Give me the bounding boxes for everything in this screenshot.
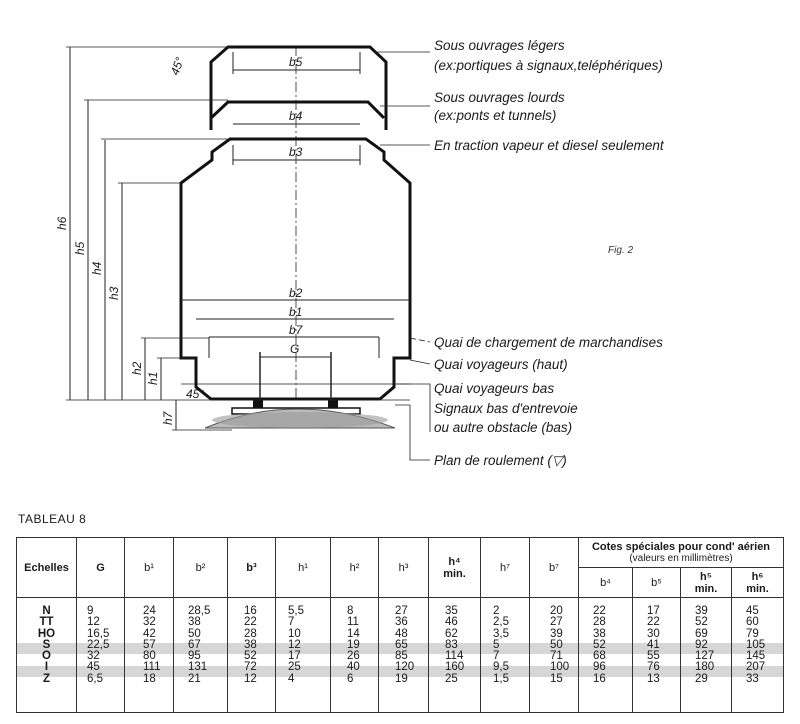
col-h3	[379, 598, 429, 713]
cell-b2-1: 38	[188, 616, 201, 629]
cell-h5-2: 69	[695, 627, 708, 640]
cell-h5-6: 29	[695, 672, 708, 685]
cell-echelles-5: I	[44, 661, 49, 674]
cell-h4-5: 160	[445, 661, 465, 674]
cell-h4-3: 83	[445, 638, 458, 651]
cell-h6-3: 105	[746, 638, 766, 651]
cell-h5-4: 127	[695, 650, 715, 663]
dim-h5: h5	[73, 241, 87, 255]
cell-b2-0: 28,5	[188, 605, 211, 617]
header-special	[579, 538, 784, 568]
label-heavy-examples: (ex:ponts et tunnels)	[434, 108, 557, 123]
cell-b4-4: 68	[593, 650, 606, 663]
cell-b7-1: 27	[550, 616, 563, 629]
dim-G: G	[290, 342, 300, 356]
label-low-signals: Signaux bas d'entrevoie	[434, 401, 578, 416]
cell-b3-2: 28	[244, 627, 257, 640]
cell-b2-4: 95	[188, 650, 201, 663]
cell-G-0: 9	[87, 605, 94, 617]
cell-h1-0: 5,5	[288, 605, 304, 617]
cell-b7-2: 39	[550, 627, 563, 640]
dim-angle-top: 45°	[167, 55, 188, 78]
cell-h4-6: 25	[445, 672, 458, 685]
cell-h3-0: 27	[395, 605, 408, 617]
label-light-examples: (ex:portiques à signaux,teléphériques)	[434, 58, 663, 73]
cell-b7-4: 71	[550, 650, 563, 663]
cell-b2-5: 131	[188, 661, 208, 674]
header-h5-min: min.	[694, 582, 718, 595]
header-h4	[429, 538, 481, 598]
cell-h7-5: 9,5	[493, 661, 509, 674]
cell-b4-1: 28	[593, 616, 606, 629]
dim-h2: h2	[130, 361, 144, 375]
cell-b7-3: 50	[550, 638, 563, 651]
cell-h6-5: 207	[746, 661, 766, 674]
cell-h7-3: 5	[493, 638, 500, 651]
cell-h7-4: 7	[493, 650, 500, 663]
dim-angle-bottom: 45°	[186, 387, 205, 401]
dim-h7: h7	[161, 411, 175, 425]
cell-h6-4: 145	[746, 650, 766, 663]
cell-b5-6: 13	[647, 672, 660, 685]
cell-h6-2: 79	[746, 627, 759, 640]
col-b7	[530, 598, 579, 713]
label-passenger-low: Quai voyageurs bas	[434, 381, 555, 396]
col-h6	[732, 598, 784, 713]
cell-h4-0: 35	[445, 605, 458, 617]
header-b2: b²	[174, 538, 228, 598]
cell-h3-2: 48	[395, 627, 408, 640]
cell-h4-2: 62	[445, 627, 458, 640]
leader-passenger-high	[410, 360, 430, 364]
cell-b1-6: 18	[143, 672, 156, 685]
dim-h3: h3	[107, 286, 121, 300]
header-h4-label: h⁴	[448, 555, 461, 568]
fig-number: Fig. 2	[608, 245, 634, 256]
cell-h2-0: 8	[347, 605, 354, 617]
dim-b7: b7	[289, 323, 303, 337]
cell-echelles-1: TT	[39, 616, 54, 629]
header-h3: h³	[379, 538, 429, 598]
cell-b3-6: 12	[244, 672, 257, 685]
header-h6-label: h⁶	[751, 570, 764, 583]
leader-low	[396, 384, 430, 432]
header-echelles: Echelles	[17, 538, 77, 598]
cell-b3-0: 16	[244, 605, 257, 617]
cell-echelles-6: Z	[42, 672, 51, 685]
col-h1	[276, 598, 331, 713]
cell-echelles-4: O	[42, 650, 51, 663]
cell-G-5: 45	[87, 661, 100, 674]
cell-h2-4: 26	[347, 650, 360, 663]
header-special-units: (valeurs en millimètres)	[629, 553, 733, 564]
header-b4: b⁴	[579, 568, 633, 598]
cell-b1-2: 42	[143, 627, 156, 640]
col-echelles	[17, 598, 77, 713]
col-h2	[331, 598, 379, 713]
col-b4	[579, 598, 633, 713]
cell-h4-1: 46	[445, 616, 458, 629]
col-h5	[681, 598, 732, 713]
cell-h7-6: 1,5	[493, 672, 509, 685]
cell-h4-4: 114	[445, 650, 464, 663]
ballast-stones	[212, 412, 388, 428]
cell-b5-3: 41	[647, 638, 660, 651]
cell-b4-6: 16	[593, 672, 606, 685]
cell-b4-3: 52	[593, 638, 606, 651]
cell-b2-2: 50	[188, 627, 201, 640]
cell-h2-6: 6	[347, 672, 354, 685]
header-h5	[681, 568, 732, 598]
header-h1: h¹	[276, 538, 331, 598]
cell-h2-1: 11	[347, 616, 359, 629]
label-passenger-high: Quai voyageurs (haut)	[434, 357, 568, 372]
cell-h5-0: 39	[695, 605, 708, 617]
cell-b4-5: 96	[593, 661, 606, 674]
header-b5: b⁵	[633, 568, 681, 598]
col-h4	[429, 598, 481, 713]
cell-h3-3: 65	[395, 638, 408, 651]
header-b3: b³	[228, 538, 276, 598]
col-b2	[174, 598, 228, 713]
cell-h2-2: 14	[347, 627, 360, 640]
dim-b3: b3	[289, 145, 303, 159]
col-b5	[633, 598, 681, 713]
dim-b2: b2	[289, 286, 303, 300]
cell-echelles-0: N	[42, 605, 51, 617]
cell-h1-5: 25	[288, 661, 301, 674]
cell-h6-0: 45	[746, 605, 759, 617]
label-freight-platform: Quai de chargement de marchandises	[434, 335, 663, 350]
header-b1: b¹	[125, 538, 174, 598]
cell-b5-5: 76	[647, 661, 660, 674]
cell-h3-5: 120	[395, 661, 415, 674]
dim-h4: h4	[90, 261, 104, 275]
cell-h1-3: 12	[288, 638, 301, 651]
cell-h5-1: 52	[695, 616, 708, 629]
header-G: G	[77, 538, 125, 598]
dim-b4: b4	[289, 109, 303, 123]
cell-b2-3: 67	[188, 638, 201, 651]
cell-echelles-3: S	[42, 638, 51, 651]
header-h7: h⁷	[481, 538, 530, 598]
cell-b2-6: 21	[188, 672, 201, 685]
cell-h6-1: 60	[746, 616, 759, 629]
col-h7	[481, 598, 530, 713]
col-b3	[228, 598, 276, 713]
header-h2: h²	[331, 538, 379, 598]
cell-h5-5: 180	[695, 661, 715, 674]
cell-h7-1: 2,5	[493, 616, 509, 629]
cell-h1-4: 17	[288, 650, 301, 663]
label-obstacle-low: ou autre obstacle (bas)	[434, 420, 573, 435]
cell-h1-2: 10	[288, 627, 301, 640]
cell-b4-0: 22	[593, 605, 606, 617]
cell-b1-4: 80	[143, 650, 156, 663]
cell-G-4: 32	[87, 650, 100, 663]
cell-b5-1: 22	[647, 616, 660, 629]
header-b7: b⁷	[530, 538, 579, 598]
header-h5-label: h⁵	[700, 570, 712, 583]
col-b1	[125, 598, 174, 713]
label-rail-plane: Plan de roulement (▽)	[434, 453, 567, 468]
cell-b4-2: 38	[593, 627, 606, 640]
cell-b3-1: 22	[244, 616, 257, 629]
dim-h6: h6	[55, 216, 69, 230]
leader-freight	[410, 338, 430, 342]
cell-h2-5: 40	[347, 661, 360, 674]
cell-G-6: 6,5	[87, 672, 103, 685]
cell-h6-6: 33	[746, 672, 759, 685]
cell-G-1: 12	[87, 616, 100, 629]
cell-h3-4: 85	[395, 650, 408, 663]
cell-b7-6: 15	[550, 672, 563, 685]
cell-h7-2: 3,5	[493, 627, 509, 640]
cell-b5-0: 17	[647, 605, 660, 617]
cell-b1-5: 111	[143, 661, 161, 674]
leader-rail	[395, 405, 430, 460]
cell-h5-3: 92	[695, 638, 708, 651]
header-h6-min: min.	[746, 582, 769, 595]
profile-main-body	[181, 139, 410, 399]
cell-b1-1: 32	[143, 616, 156, 629]
header-h4-min: min.	[443, 567, 466, 580]
cell-h3-1: 36	[395, 616, 408, 629]
cell-h1-6: 4	[288, 672, 295, 685]
cell-G-3: 22,5	[87, 638, 110, 651]
cell-b7-5: 100	[550, 661, 570, 674]
cell-b3-3: 38	[244, 638, 257, 651]
dim-b1: b1	[289, 305, 303, 319]
cell-b3-4: 52	[244, 650, 257, 663]
cell-h3-6: 19	[395, 672, 408, 685]
rail-right	[328, 400, 338, 408]
table-data-row	[17, 598, 784, 713]
label-steam-diesel: En traction vapeur et diesel seulement	[434, 138, 664, 153]
cell-h2-3: 19	[347, 638, 360, 651]
dim-h1: h1	[146, 371, 160, 385]
cell-echelles-2: HO	[37, 627, 56, 640]
label-light-structures: Sous ouvrages légers	[434, 38, 565, 53]
cell-b1-0: 24	[143, 605, 156, 617]
cell-h7-0: 2	[493, 605, 500, 617]
cell-b5-4: 55	[647, 650, 660, 663]
cell-h1-1: 7	[288, 616, 295, 629]
cell-b7-0: 20	[550, 605, 563, 617]
cell-b5-2: 30	[647, 627, 660, 640]
rail-left	[253, 400, 263, 408]
cell-G-2: 16,5	[87, 627, 110, 640]
header-special-title: Cotes spéciales pour cond' aérien	[591, 541, 771, 553]
dim-b5: b5	[289, 55, 303, 69]
label-heavy-structures: Sous ouvrages lourds	[434, 90, 565, 105]
table-title: TABLEAU 8	[18, 512, 87, 526]
scale-dimensions-table	[16, 537, 784, 713]
cell-b1-3: 57	[143, 638, 156, 651]
header-h6	[732, 568, 784, 598]
col-G	[77, 598, 125, 713]
cell-b3-5: 72	[244, 661, 257, 674]
